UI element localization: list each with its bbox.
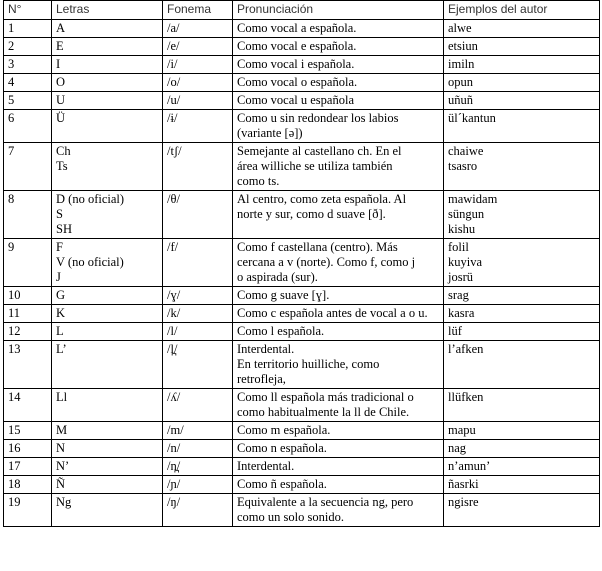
cell-examples xyxy=(444,287,600,305)
cell-letters-line: Ll xyxy=(56,390,68,404)
cell-letters-line: N’ xyxy=(56,459,70,473)
header-letters: Letras xyxy=(52,1,163,20)
cell-pronunciation-line: Como c española antes de vocal a o u. xyxy=(237,306,428,320)
cell-pronunciation-line: Como ll española más tradicional o xyxy=(237,390,414,404)
cell-letters xyxy=(52,191,163,239)
cell-examples-line: n’amun’ xyxy=(448,459,491,473)
cell-letters xyxy=(52,239,163,287)
cell-phoneme: /ŋ/ xyxy=(163,494,233,527)
cell-letters-line: Ng xyxy=(56,495,72,509)
cell-letters-line: S xyxy=(56,207,63,221)
cell-number: 17 xyxy=(4,458,52,476)
cell-pronunciation xyxy=(233,74,444,92)
table-row xyxy=(4,110,600,143)
cell-number: 11 xyxy=(4,305,52,323)
cell-letters-line: L xyxy=(56,324,64,338)
cell-examples-line: folil xyxy=(448,240,469,254)
cell-examples xyxy=(444,389,600,422)
cell-pronunciation xyxy=(233,323,444,341)
cell-number: 13 xyxy=(4,341,52,389)
table-row xyxy=(4,389,600,422)
cell-pronunciation-line: Como u sin redondear los labios xyxy=(237,111,399,125)
table-row xyxy=(4,20,600,38)
cell-letters-line: U xyxy=(56,93,66,107)
cell-examples-line: l’afken xyxy=(448,342,484,356)
cell-pronunciation-line: o aspirada (sur). xyxy=(237,270,318,284)
cell-pronunciation xyxy=(233,92,444,110)
cell-examples-line: mapu xyxy=(448,423,476,437)
table-row xyxy=(4,92,600,110)
cell-phoneme: /tʃ/ xyxy=(163,143,233,191)
cell-number: 2 xyxy=(4,38,52,56)
cell-pronunciation xyxy=(233,494,444,527)
cell-pronunciation-line: Equivalente a la secuencia ng, pero xyxy=(237,495,414,509)
cell-examples xyxy=(444,494,600,527)
table-header-row xyxy=(4,1,600,20)
cell-letters-line: K xyxy=(56,306,66,320)
cell-examples-line: josrü xyxy=(448,270,473,284)
cell-letters-line: Ü xyxy=(56,111,66,125)
cell-phoneme: /i/ xyxy=(163,56,233,74)
cell-pronunciation xyxy=(233,389,444,422)
cell-letters xyxy=(52,74,163,92)
cell-phoneme: /u/ xyxy=(163,92,233,110)
cell-letters xyxy=(52,38,163,56)
cell-number: 12 xyxy=(4,323,52,341)
cell-examples xyxy=(444,191,600,239)
cell-letters-line: L’ xyxy=(56,342,67,356)
cell-examples-line: kishu xyxy=(448,222,476,236)
cell-pronunciation xyxy=(233,239,444,287)
header-phoneme: Fonema xyxy=(163,1,233,20)
cell-pronunciation-line: retrofleja, xyxy=(237,372,286,386)
cell-examples xyxy=(444,20,600,38)
cell-examples-line: alwe xyxy=(448,21,472,35)
cell-pronunciation-line: Como vocal a española. xyxy=(237,21,357,35)
cell-examples xyxy=(444,74,600,92)
cell-letters xyxy=(52,341,163,389)
cell-pronunciation-line: Como vocal u española xyxy=(237,93,354,107)
cell-pronunciation xyxy=(233,38,444,56)
table-row xyxy=(4,305,600,323)
cell-examples xyxy=(444,56,600,74)
cell-phoneme: /ɨ/ xyxy=(163,110,233,143)
cell-number: 4 xyxy=(4,74,52,92)
cell-pronunciation-line: Como f castellana (centro). Más xyxy=(237,240,398,254)
cell-letters xyxy=(52,323,163,341)
cell-examples xyxy=(444,440,600,458)
cell-number: 7 xyxy=(4,143,52,191)
cell-letters-line: A xyxy=(56,21,66,35)
cell-pronunciation-line: como habitualmente la ll de Chile. xyxy=(237,405,410,419)
cell-pronunciation xyxy=(233,341,444,389)
table-row xyxy=(4,143,600,191)
cell-examples-line: lüf xyxy=(448,324,462,338)
table-row xyxy=(4,494,600,527)
cell-pronunciation-line: Como n española. xyxy=(237,441,327,455)
cell-pronunciation-line: Al centro, como zeta española. Al xyxy=(237,192,407,206)
cell-examples-line: imiln xyxy=(448,57,475,71)
cell-examples-line: kasra xyxy=(448,306,475,320)
cell-pronunciation-line: Como l española. xyxy=(237,324,325,338)
cell-examples xyxy=(444,143,600,191)
cell-examples-line: süngun xyxy=(448,207,485,221)
cell-examples-line: ngisre xyxy=(448,495,479,509)
alphabet-table xyxy=(3,0,600,527)
cell-letters-line: J xyxy=(56,270,61,284)
cell-letters xyxy=(52,143,163,191)
header-number: N° xyxy=(4,1,52,20)
cell-number: 16 xyxy=(4,440,52,458)
cell-number: 19 xyxy=(4,494,52,527)
cell-pronunciation-line: como ts. xyxy=(237,174,280,188)
cell-pronunciation-line: cercana a v (norte). Como f, como j xyxy=(237,255,416,269)
cell-pronunciation-line: En territorio huilliche, como xyxy=(237,357,380,371)
cell-letters-line: V (no oficial) xyxy=(56,255,124,269)
cell-phoneme: /ɣ/ xyxy=(163,287,233,305)
cell-pronunciation xyxy=(233,305,444,323)
cell-letters xyxy=(52,20,163,38)
table-row xyxy=(4,287,600,305)
cell-phoneme: /n̪/ xyxy=(163,458,233,476)
cell-pronunciation-line: Interdental. xyxy=(237,459,295,473)
cell-examples xyxy=(444,458,600,476)
cell-phoneme: /l/ xyxy=(163,323,233,341)
cell-letters-line: D (no oficial) xyxy=(56,192,125,206)
cell-letters xyxy=(52,110,163,143)
cell-number: 5 xyxy=(4,92,52,110)
cell-examples xyxy=(444,422,600,440)
cell-letters xyxy=(52,389,163,422)
cell-number: 1 xyxy=(4,20,52,38)
cell-letters-line: F xyxy=(56,240,63,254)
cell-examples-line: opun xyxy=(448,75,473,89)
cell-phoneme: /ɲ/ xyxy=(163,476,233,494)
cell-pronunciation-line: Como ñ española. xyxy=(237,477,327,491)
cell-number: 8 xyxy=(4,191,52,239)
cell-phoneme: /k/ xyxy=(163,305,233,323)
cell-phoneme: /ʎ/ xyxy=(163,389,233,422)
header-pronunciation: Pronunciación xyxy=(233,1,444,20)
cell-pronunciation xyxy=(233,287,444,305)
cell-pronunciation xyxy=(233,143,444,191)
cell-letters xyxy=(52,458,163,476)
cell-examples xyxy=(444,341,600,389)
cell-examples-line: uñuñ xyxy=(448,93,473,107)
cell-letters xyxy=(52,476,163,494)
alphabet-table-page xyxy=(3,0,599,527)
table-row xyxy=(4,476,600,494)
cell-phoneme: /m/ xyxy=(163,422,233,440)
table-row xyxy=(4,191,600,239)
table-row xyxy=(4,56,600,74)
cell-pronunciation xyxy=(233,20,444,38)
table-row xyxy=(4,341,600,389)
cell-letters-line: I xyxy=(56,57,61,71)
table-row xyxy=(4,440,600,458)
cell-letters-line: N xyxy=(56,441,66,455)
cell-pronunciation xyxy=(233,56,444,74)
cell-letters xyxy=(52,56,163,74)
cell-pronunciation-line: norte y sur, como d suave [ð]. xyxy=(237,207,386,221)
cell-letters xyxy=(52,440,163,458)
table-row xyxy=(4,323,600,341)
cell-pronunciation xyxy=(233,110,444,143)
cell-examples-line: etsiun xyxy=(448,39,478,53)
cell-pronunciation-line: área williche se utiliza también xyxy=(237,159,393,173)
cell-phoneme: /θ/ xyxy=(163,191,233,239)
cell-number: 14 xyxy=(4,389,52,422)
cell-letters-line: Ñ xyxy=(56,477,66,491)
cell-examples xyxy=(444,323,600,341)
cell-letters xyxy=(52,92,163,110)
cell-pronunciation-line: (variante [ə]) xyxy=(237,126,303,140)
cell-examples xyxy=(444,239,600,287)
table-row xyxy=(4,38,600,56)
cell-phoneme: /l̪/ xyxy=(163,341,233,389)
cell-pronunciation-line: Semejante al castellano ch. En el xyxy=(237,144,402,158)
cell-examples xyxy=(444,476,600,494)
cell-number: 6 xyxy=(4,110,52,143)
cell-number: 10 xyxy=(4,287,52,305)
cell-examples xyxy=(444,92,600,110)
cell-pronunciation-line: Como vocal i española. xyxy=(237,57,355,71)
cell-letters-line: E xyxy=(56,39,64,53)
cell-phoneme: /o/ xyxy=(163,74,233,92)
cell-pronunciation-line: como un solo sonido. xyxy=(237,510,344,524)
cell-examples xyxy=(444,38,600,56)
cell-pronunciation xyxy=(233,422,444,440)
cell-letters xyxy=(52,287,163,305)
cell-phoneme: /e/ xyxy=(163,38,233,56)
cell-phoneme: /f/ xyxy=(163,239,233,287)
cell-examples-line: ñasrki xyxy=(448,477,479,491)
cell-pronunciation-line: Como m española. xyxy=(237,423,331,437)
cell-examples-line: tsasro xyxy=(448,159,478,173)
cell-examples-line: kuyiva xyxy=(448,255,483,269)
cell-pronunciation xyxy=(233,191,444,239)
cell-pronunciation-line: Como vocal o española. xyxy=(237,75,358,89)
cell-letters-line: Ts xyxy=(56,159,68,173)
cell-number: 9 xyxy=(4,239,52,287)
cell-phoneme: /n/ xyxy=(163,440,233,458)
cell-examples xyxy=(444,305,600,323)
cell-examples xyxy=(444,110,600,143)
cell-letters xyxy=(52,305,163,323)
table-row xyxy=(4,74,600,92)
header-examples: Ejemplos del autor xyxy=(444,1,600,20)
cell-phoneme: /a/ xyxy=(163,20,233,38)
table-row xyxy=(4,239,600,287)
cell-letters-line: G xyxy=(56,288,66,302)
cell-examples-line: srag xyxy=(448,288,469,302)
cell-pronunciation-line: Como g suave [ɣ]. xyxy=(237,288,330,302)
cell-letters-line: SH xyxy=(56,222,72,236)
cell-letters-line: M xyxy=(56,423,68,437)
cell-letters xyxy=(52,494,163,527)
cell-examples-line: llüfken xyxy=(448,390,484,404)
cell-pronunciation xyxy=(233,440,444,458)
cell-pronunciation xyxy=(233,458,444,476)
cell-number: 3 xyxy=(4,56,52,74)
cell-pronunciation-line: Como vocal e española. xyxy=(237,39,357,53)
cell-number: 18 xyxy=(4,476,52,494)
cell-letters xyxy=(52,422,163,440)
table-row xyxy=(4,422,600,440)
cell-pronunciation xyxy=(233,476,444,494)
table-row xyxy=(4,458,600,476)
cell-pronunciation-line: Interdental. xyxy=(237,342,295,356)
cell-number: 15 xyxy=(4,422,52,440)
cell-examples-line: ül´kantun xyxy=(448,111,496,125)
cell-letters-line: Ch xyxy=(56,144,71,158)
cell-examples-line: mawidam xyxy=(448,192,498,206)
cell-letters-line: O xyxy=(56,75,66,89)
cell-examples-line: chaiwe xyxy=(448,144,484,158)
cell-examples-line: nag xyxy=(448,441,467,455)
